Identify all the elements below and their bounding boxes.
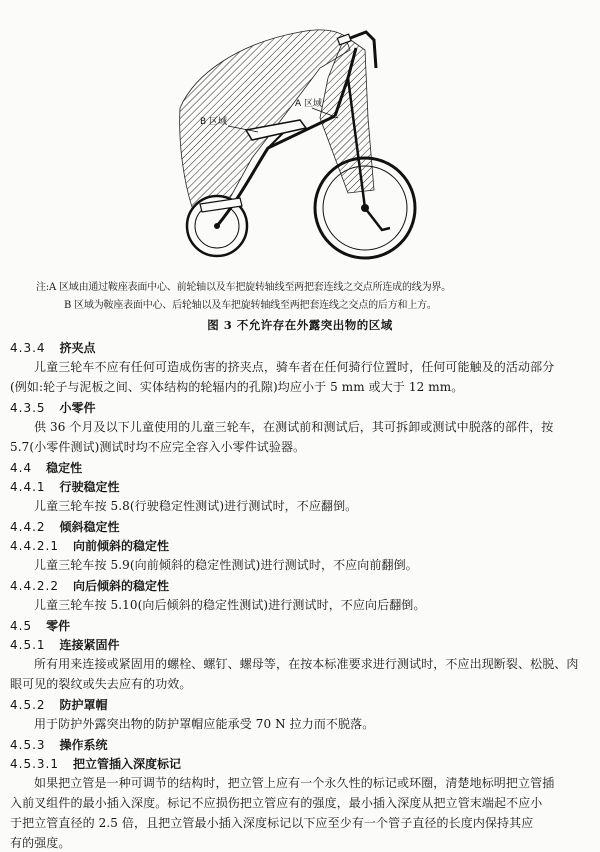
- section-heading: 4.3.4 挤夹点: [10, 341, 96, 355]
- paragraph-line: 如果把立管是一种可调节的结构时，把立管上应有一个永久性的标记或环圈，清楚地标明把立管插: [34, 776, 555, 790]
- paragraph-line: 眼可见的裂纹或失去应有的功效。: [10, 677, 192, 691]
- paragraph-line: 所有用来连接或紧固用的螺栓、螺钉、螺母等，在按本标准要求进行测试时，不应出现断裂、松脱、肉: [34, 657, 579, 671]
- section-heading: 4.4 稳定性: [10, 461, 83, 475]
- paragraph-line: 5.7(小零件测试)测试时均不应完全容入小零件试验器。: [10, 440, 306, 454]
- paragraph-line: 儿童三轮车按 5.8(行驶稳定性测试)进行测试时，不应翻倒。: [34, 499, 358, 513]
- paragraph-line: 儿童三轮车按 5.9(向前倾斜的稳定性测试)进行测试时，不应向前翻倒。: [34, 558, 418, 572]
- zone-a-label: A 区域: [295, 99, 323, 109]
- section-heading: 4.5.2 防护罩帽: [10, 698, 108, 712]
- tricycle-zone-figure: [170, 8, 420, 270]
- paragraph-line: 儿童三轮车按 5.10(向后倾斜的稳定性测试)进行测试时，不应向后翻倒。: [34, 598, 426, 612]
- section-heading: 4.4.2.1 向前倾斜的稳定性: [10, 539, 169, 553]
- paragraph-line: 于把立管直径的 2.5 倍，且把立管最小插入深度标记以下应至少有一个管子直径的长度内保持其应: [10, 816, 534, 830]
- figure-note-line-1: 注:A 区域由通过鞍座表面中心、前轮轴以及车把旋转轴线至两把套连线之交点所连成的线为界。: [36, 282, 451, 293]
- section-heading: 4.3.5 小零件: [10, 401, 96, 415]
- section-heading: 4.5.1 连接紧固件: [10, 638, 120, 652]
- paragraph-line: 用于防护外露突出物的防护罩帽应能承受 70 N 拉力而不脱落。: [34, 717, 375, 731]
- paragraph-line: 供 36 个月及以下儿童使用的儿童三轮车，在测试前和测试后，其可拆卸或测试中脱落的部件，按: [34, 420, 554, 434]
- section-heading: 4.5.3.1 把立管插入深度标记: [10, 757, 181, 771]
- paragraph-line: 儿童三轮车不应有任何可造成伤害的挤夹点，骑车者在任何骑行位置时，任何可能触及的活动部分: [34, 360, 555, 374]
- figure-note-line-2: B 区域为鞍座表面中心、后轮轴以及车把旋转轴线至两把套连线之交点的后方和上方。: [64, 300, 437, 311]
- section-heading: 4.4.2 倾斜稳定性: [10, 520, 120, 534]
- paragraph-line: 入前叉组件的最小插入深度。标记不应损伤把立管应有的强度，最小插入深度从把立管末端起不应小: [10, 796, 543, 810]
- paragraph-line: 有的强度。: [10, 836, 71, 850]
- zone-b-label: B 区域: [200, 117, 228, 127]
- section-heading: 4.5.3 操作系统: [10, 738, 108, 752]
- section-heading: 4.5 零件: [10, 619, 71, 633]
- section-heading: 4.4.1 行驶稳定性: [10, 480, 120, 494]
- section-heading: 4.4.2.2 向后倾斜的稳定性: [10, 579, 169, 593]
- paragraph-line: (例如:轮子与泥板之间、实体结构的轮辐内的孔隙)均应小于 5 mm 或大于 12 mm。: [10, 380, 464, 394]
- figure-caption: 图 3 不允许存在外露突出物的区域: [207, 318, 393, 332]
